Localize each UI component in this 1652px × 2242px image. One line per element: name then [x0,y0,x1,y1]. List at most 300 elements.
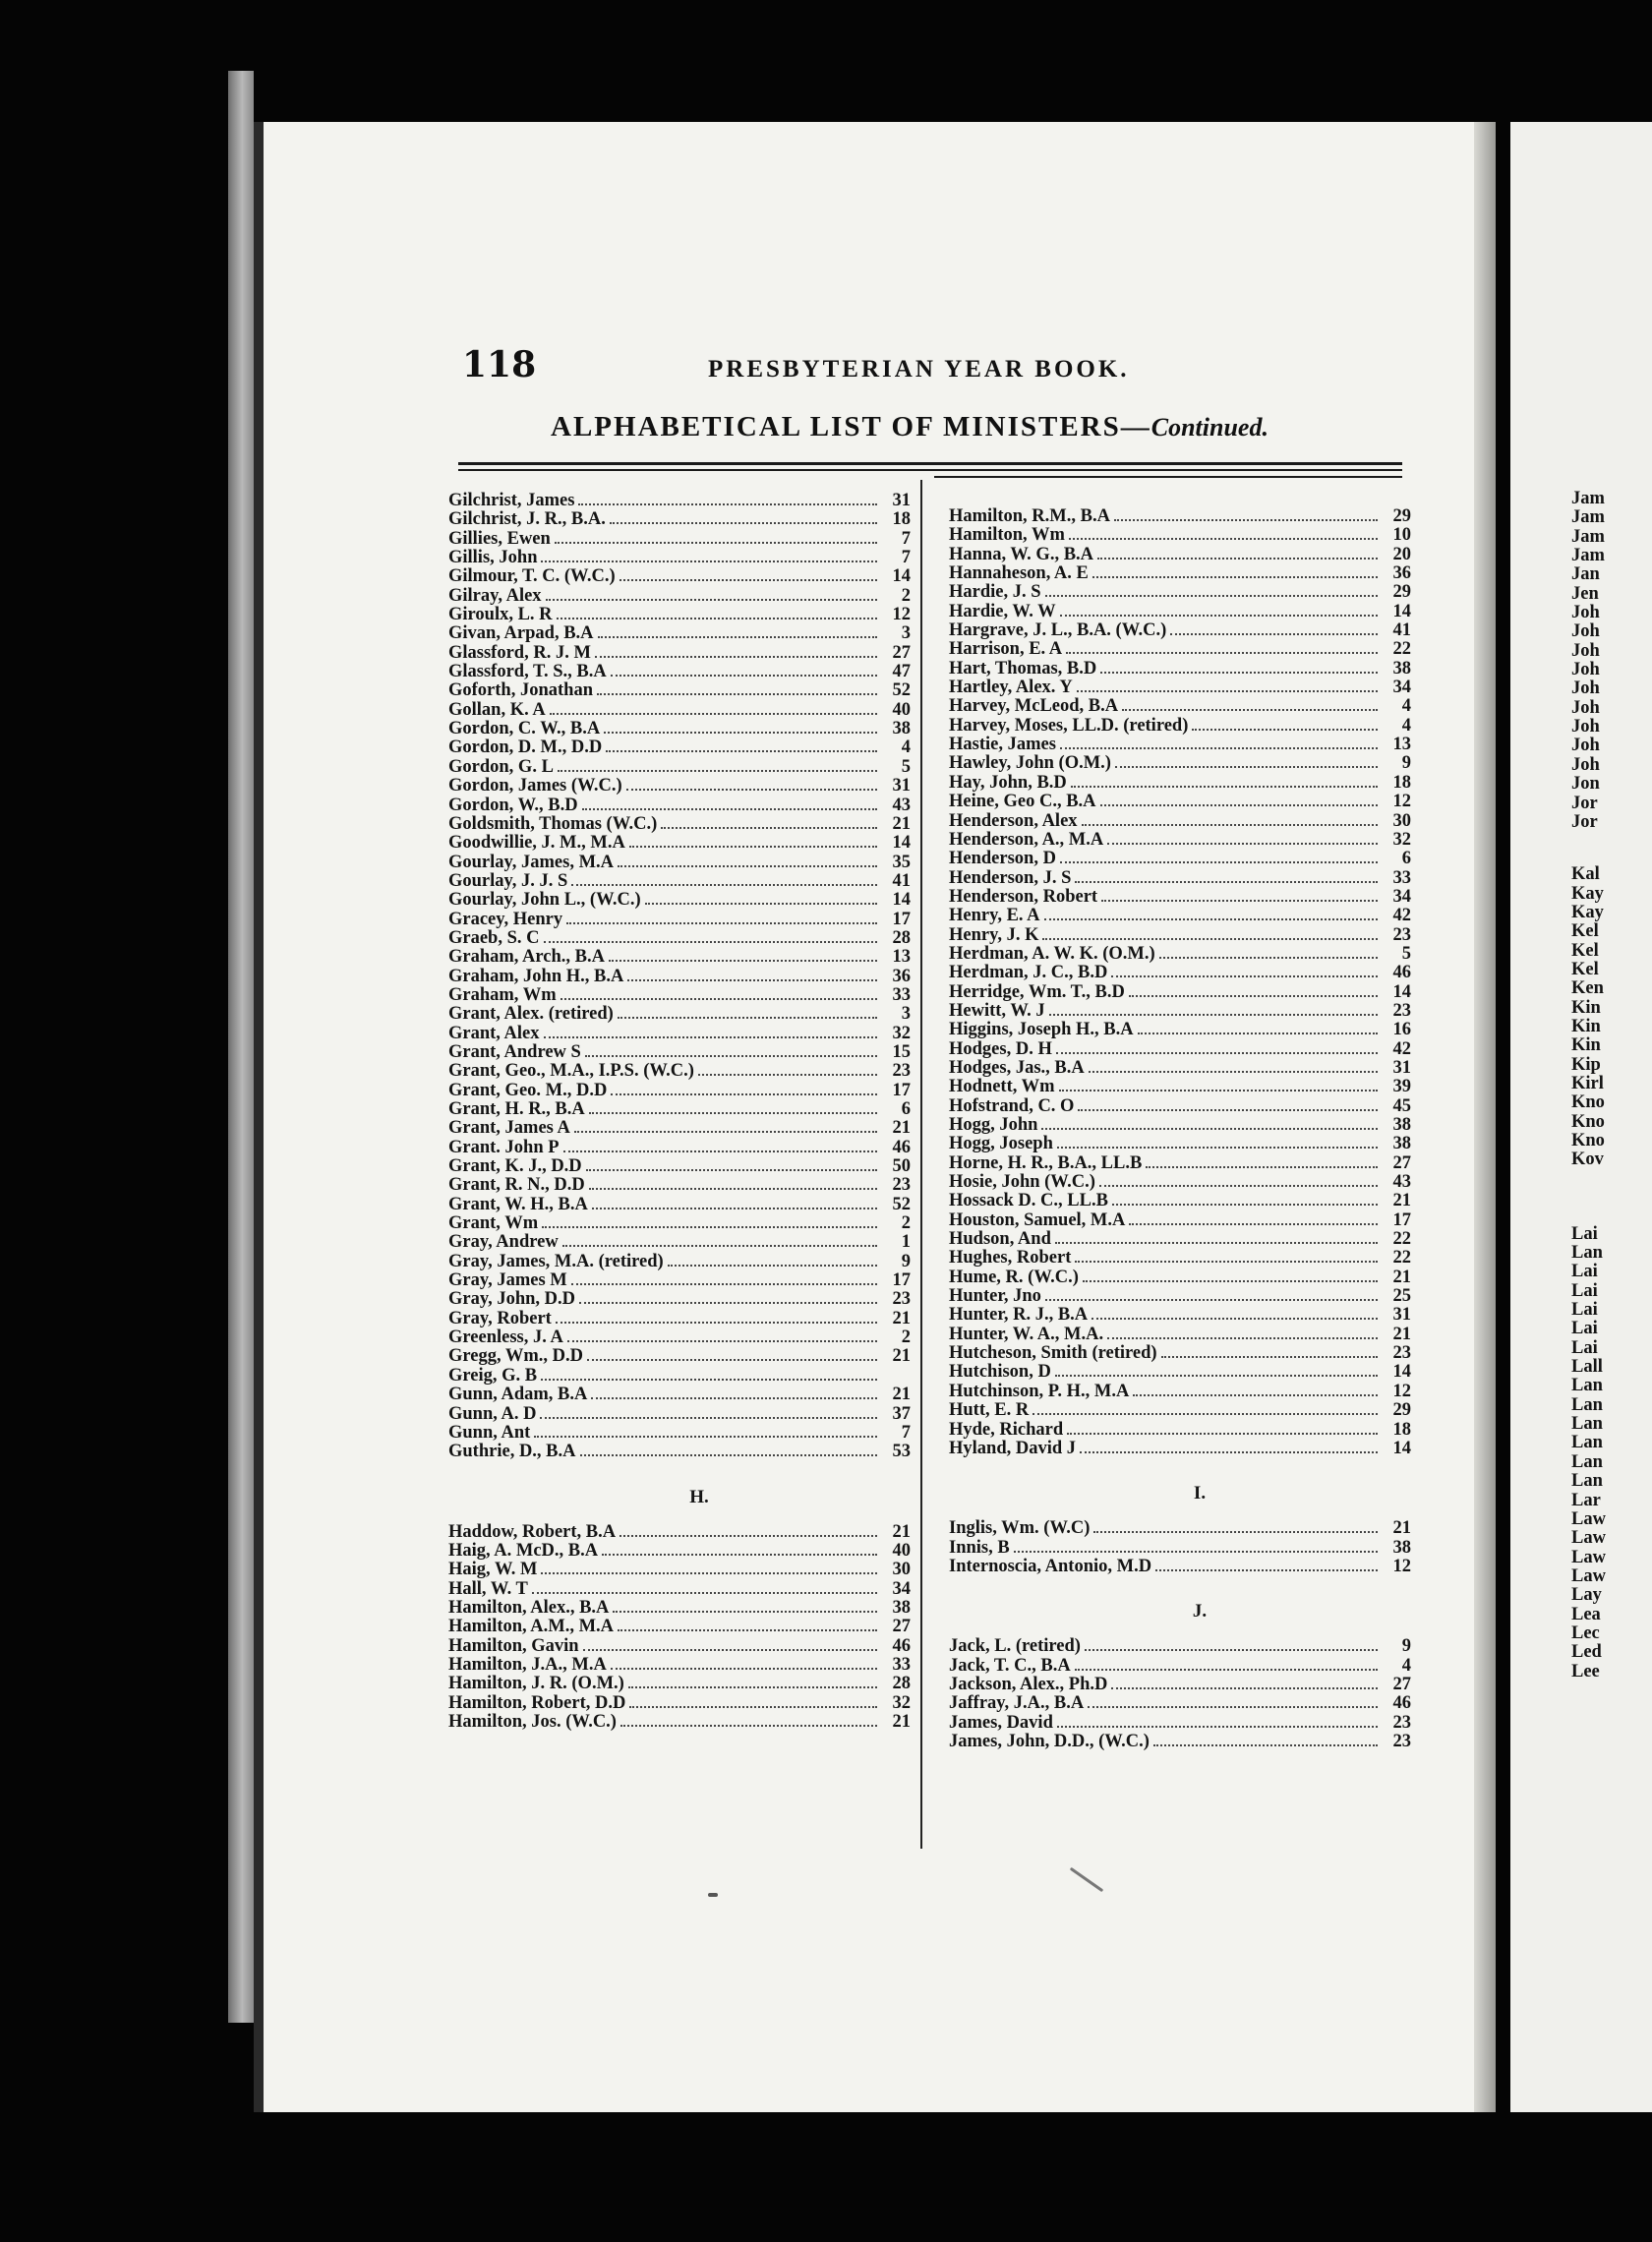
minister-name: Grant, R. N., D.D [448,1175,585,1196]
minister-entry [949,774,1411,793]
presbytery-number: 10 [1392,525,1411,546]
dot-leader [560,986,877,1000]
dot-leader [1060,850,1378,863]
minister-name: Grant, H. R., B.A [448,1099,585,1119]
minister-name: Hughes, Robert [949,1248,1072,1268]
dot-leader [589,1100,877,1114]
dot-leader [618,854,877,867]
minister-entry [448,1713,911,1732]
presbytery-number: 25 [1392,1286,1411,1307]
minister-entry [949,1268,1411,1287]
minister-name: Graham, John H., B.A [448,966,624,986]
presbytery-number: 23 [892,1175,911,1196]
presbytery-number: 30 [1392,810,1411,831]
dot-leader [541,1561,877,1574]
presbytery-number: 33 [892,984,911,1005]
dot-leader [1059,1078,1378,1092]
facing-page-fragment: Lan [1571,1244,1603,1264]
minister-entry [448,1328,911,1347]
minister-name: Henderson, A., M.A [949,829,1104,850]
minister-entry [448,1675,911,1693]
minister-name: Hamilton, R.M., B.A [949,506,1110,526]
minister-name: Gourlay, John L., (W.C.) [448,890,641,911]
minister-name: Hodges, D. H [949,1038,1052,1059]
minister-entry [949,697,1411,716]
presbytery-number: 23 [892,1061,911,1082]
minister-name: Grant, Geo. M., D.D [448,1080,608,1100]
left-column [448,492,911,1732]
minister-entry [448,1082,911,1100]
section-letter-h: H. [689,1486,709,1507]
dot-leader [544,1025,878,1038]
dot-leader [1060,736,1378,749]
presbytery-number: 29 [1392,1400,1411,1421]
minister-name: Hunter, Jno [949,1286,1041,1307]
minister-entry [448,854,911,872]
minister-entry [949,1116,1411,1135]
minister-name: Internoscia, Antonio, M.D [949,1556,1152,1576]
dot-leader [1129,1211,1378,1225]
presbytery-number: 31 [892,491,911,510]
presbytery-number: 37 [892,1403,911,1424]
dot-leader [585,1043,877,1057]
dot-leader [1146,1154,1378,1168]
facing-page-fragment: Lan [1571,1472,1603,1492]
minister-name: Gray, Robert [448,1308,552,1328]
presbytery-number: 46 [1392,963,1411,983]
presbytery-number: 38 [892,719,911,739]
dot-leader [1067,1421,1378,1435]
dot-leader [602,1542,877,1556]
presbytery-number: 53 [892,1442,911,1462]
presbytery-number: 17 [892,1080,911,1100]
facing-page-fragment: Lec [1571,1623,1600,1643]
dot-leader [567,1328,877,1342]
dot-leader [618,1618,877,1631]
presbytery-number: 38 [1392,658,1411,678]
dot-leader [1114,507,1378,521]
minister-name: Jaffray, J.A., B.A [949,1693,1085,1714]
dot-leader [645,891,877,905]
facing-page-fragment: Joh [1571,737,1600,756]
minister-entry [448,796,911,815]
presbytery-number: 21 [892,813,911,834]
presbytery-number: 2 [901,585,911,606]
minister-entry [949,1539,1411,1558]
minister-name: James, David [949,1712,1053,1733]
minister-entry [448,681,911,700]
i-entries-list [949,1519,1411,1576]
minister-name: Higgins, Joseph H., B.A [949,1020,1134,1040]
minister-name: Givan, Arpad, B.A [448,623,594,644]
dot-leader [1075,1657,1378,1671]
facing-page-fragment: Lan [1571,1395,1603,1415]
dot-leader [1014,1539,1378,1553]
facing-page-fragment: Jon [1571,775,1600,795]
minister-name: Hewitt, W. J [949,1000,1045,1021]
minister-name: Greenless, J. A [448,1328,563,1348]
dot-leader [1111,1676,1378,1689]
dot-leader [566,911,877,924]
minister-name: Harvey, McLeod, B.A [949,696,1119,717]
minister-entry [448,1005,911,1024]
minister-entry [949,1287,1411,1306]
presbytery-number: 16 [1392,1020,1411,1040]
presbytery-number: 27 [892,642,911,663]
minister-entry [448,948,911,967]
dot-leader [550,701,877,715]
minister-entry [949,1401,1411,1420]
presbytery-number: 17 [892,1270,911,1291]
dot-leader [1138,1021,1378,1034]
presbytery-number: 18 [1392,772,1411,793]
presbytery-number: 14 [892,566,911,587]
presbytery-number: 5 [1401,943,1411,964]
minister-name: Graham, Wm [448,984,557,1005]
minister-name: Gray, John, D.D [448,1289,576,1310]
facing-page-fragment: Lai [1571,1281,1598,1301]
dot-leader [1045,1287,1378,1301]
presbytery-number: 41 [892,870,911,891]
facing-page-fragment: Law [1571,1509,1606,1529]
minister-entry [949,526,1411,545]
presbytery-number: 21 [892,1521,911,1542]
minister-entry [949,850,1411,868]
minister-name: Hodnett, Wm [949,1077,1055,1097]
list-title-main: ALPHABETICAL LIST OF MINISTERS— [551,411,1151,442]
dot-leader [532,1580,877,1594]
presbytery-number: 46 [892,1137,911,1157]
facing-page-fragment: Kin [1571,1036,1601,1056]
minister-entry [448,738,911,757]
dot-leader [1107,1326,1378,1339]
presbytery-number: 20 [1392,544,1411,564]
dot-leader [591,1386,877,1399]
presbytery-number: 13 [1392,735,1411,755]
minister-entry [448,929,911,948]
presbytery-number: 47 [892,662,911,682]
minister-entry [448,1386,911,1404]
dot-leader [1107,831,1378,845]
dot-leader [1045,583,1378,597]
facing-page-fragment: Jam [1571,527,1605,547]
dot-leader [629,1694,877,1708]
presbytery-number: 21 [892,1346,911,1367]
minister-entry [448,815,911,834]
minister-entry [949,1326,1411,1344]
minister-name: Hutcheson, Smith (retired) [949,1343,1157,1364]
minister-entry [448,1443,911,1461]
minister-name: Graham, Arch., B.A [448,947,605,968]
dot-leader [620,1523,877,1537]
dot-leader [1112,1192,1378,1206]
presbytery-number: 15 [892,1041,911,1062]
scan-speck [708,1893,718,1897]
minister-entry [448,1637,911,1656]
presbytery-number: 50 [892,1156,911,1177]
dot-leader [597,681,877,695]
minister-entry [448,492,911,510]
dot-leader [557,606,877,620]
minister-name: Henderson, J. S [949,867,1072,888]
dot-leader [1080,1440,1378,1453]
presbytery-number: 3 [901,623,911,644]
minister-entry [949,583,1411,602]
presbytery-number: 18 [892,509,911,530]
presbytery-number: 7 [901,528,911,549]
presbytery-number: 43 [1392,1172,1411,1193]
right-column [949,507,1411,1751]
facing-page-fragment: Joh [1571,661,1600,680]
dot-leader [555,530,877,544]
dot-leader [598,624,877,638]
minister-entry [949,1230,1411,1249]
minister-entry [949,754,1411,773]
facing-page-fragment: Joh [1571,641,1600,661]
minister-name: Henry, E. A [949,906,1040,926]
dot-leader [1085,1637,1378,1651]
dot-leader [586,1157,877,1171]
presbytery-number: 36 [1392,563,1411,584]
presbytery-number: 13 [892,947,911,968]
facing-page-fragment: Kel [1571,922,1599,942]
minister-name: James, John, D.D., (W.C.) [949,1731,1150,1751]
presbytery-number: 14 [892,833,911,854]
dot-leader [1071,774,1378,788]
minister-entry [949,717,1411,736]
presbytery-number: 21 [1392,1191,1411,1211]
presbytery-number: 31 [892,776,911,796]
presbytery-number: 43 [892,795,911,815]
minister-entry [949,888,1411,907]
dot-leader [1083,1268,1378,1282]
fragment-group-j [1571,490,1652,832]
minister-entry [448,549,911,567]
facing-page-fragment: Kin [1571,998,1601,1018]
j-entries-list [949,1637,1411,1751]
minister-name: Henry, J. K [949,924,1039,945]
facing-page-fragment: Law [1571,1529,1606,1549]
dot-leader [534,1424,877,1438]
facing-page-fragment: Joh [1571,755,1600,775]
dot-leader [626,777,877,791]
dot-leader [611,1082,877,1095]
minister-name: Gregg, Wm., D.D [448,1346,584,1367]
presbytery-number: 21 [892,1308,911,1328]
minister-name: Gordon, D. M., D.D [448,738,603,758]
dot-leader [540,1405,877,1419]
facing-page-fragment: Law [1571,1548,1606,1567]
facing-page-fragment: Lay [1571,1586,1602,1606]
facing-page-fragment: Joh [1571,622,1600,642]
minister-name: Gray, Andrew [448,1232,559,1253]
presbytery-number: 14 [1392,601,1411,621]
minister-name: Innis, B [949,1537,1010,1558]
minister-name: Hamilton, Gavin [448,1635,579,1656]
minister-name: Hamilton, Robert, D.D [448,1692,626,1713]
presbytery-number: 14 [892,890,911,911]
facing-page-fragment: Jam [1571,490,1605,508]
minister-name: Henderson, D [949,849,1056,869]
facing-page-fragment: Kno [1571,1112,1605,1132]
minister-entry [949,1421,1411,1440]
facing-page-fragment: Jor [1571,812,1598,832]
presbytery-number: 14 [1392,1362,1411,1383]
minister-name: Gunn, Ant [448,1422,531,1443]
dot-leader [1042,926,1378,940]
minister-name: Gordon, C. W., B.A [448,719,601,739]
minister-entry [448,911,911,929]
minister-name: Harvey, Moses, LL.D. (retired) [949,715,1189,736]
presbytery-number: 38 [1392,1537,1411,1558]
dot-leader [589,1176,877,1190]
minister-entry [949,546,1411,564]
section-letter-i: I. [1193,1483,1207,1504]
minister-entry [448,1100,911,1119]
dot-leader [1100,793,1378,806]
minister-name: Grant, W. H., B.A [448,1194,588,1214]
dot-leader [546,587,877,601]
presbytery-number: 23 [1392,924,1411,945]
minister-entry [448,1253,911,1271]
facing-page-fragment: Lee [1571,1662,1600,1682]
presbytery-number: 21 [1392,1267,1411,1287]
presbytery-number: 23 [1392,1000,1411,1021]
minister-name: Gourlay, J. J. S [448,870,568,891]
minister-name: Hastie, James [949,735,1056,755]
heading-rule [458,462,1402,465]
presbytery-number: 32 [892,1692,911,1713]
facing-page-fragment: Lan [1571,1377,1603,1396]
minister-entry [949,1249,1411,1268]
presbytery-number: 22 [1392,639,1411,660]
presbytery-number: 23 [1392,1712,1411,1733]
minister-name: Haig, A. McD., B.A [448,1540,599,1561]
minister-entry [949,1344,1411,1363]
dot-leader [609,948,877,962]
minister-name: Grant, K. J., D.D [448,1156,582,1177]
dot-leader [618,1005,877,1019]
minister-entry [949,660,1411,678]
dot-leader [1082,812,1378,826]
minister-entry [949,1306,1411,1325]
binding-gutter [1474,122,1496,2112]
facing-page-fragment: Lai [1571,1301,1598,1321]
minister-entry [949,1078,1411,1096]
minister-entry [448,1542,911,1561]
minister-name: Hunter, R. J., B.A [949,1305,1089,1326]
presbytery-number: 38 [892,1597,911,1618]
presbytery-number: 5 [901,756,911,777]
minister-entry [949,1173,1411,1192]
minister-name: Goforth, Jonathan [448,680,593,701]
minister-name: Herridge, Wm. T., B.D [949,981,1125,1002]
presbytery-number: 23 [1392,1731,1411,1751]
dot-leader [628,1675,877,1688]
minister-name: Herdman, J. C., B.D [949,963,1108,983]
dot-leader [613,1599,877,1613]
presbytery-number: 22 [1392,1229,1411,1250]
minister-entry [448,834,911,853]
dot-leader [1060,603,1378,617]
presbytery-number: 4 [901,738,911,758]
facing-page-fragment: Law [1571,1566,1606,1586]
facing-page-fragment: Kel [1571,960,1599,979]
dot-leader [1092,1306,1378,1320]
dot-leader [574,1119,877,1133]
minister-entry [448,758,911,777]
dot-leader [544,929,878,943]
dot-leader [611,663,877,677]
minister-name: Hamilton, Jos. (W.C.) [448,1711,617,1732]
minister-entry [448,587,911,606]
minister-name: Harrison, E. A [949,639,1063,660]
dot-leader [698,1062,877,1076]
minister-entry [448,968,911,986]
dot-leader [1049,1002,1378,1016]
minister-name: Hartley, Alex. Y [949,678,1073,698]
presbytery-number: 7 [901,548,911,568]
list-title [551,411,1377,454]
presbytery-number: 14 [1392,981,1411,1002]
minister-name: Herdman, A. W. K. (O.M.) [949,943,1155,964]
presbytery-number: 18 [1392,1419,1411,1440]
minister-name: Hyde, Richard [949,1419,1064,1440]
minister-name: Hutchison, D [949,1362,1051,1383]
minister-name: Gordon, G. L [448,756,554,777]
presbytery-number: 46 [1392,1693,1411,1714]
minister-name: Guthrie, D., B.A [448,1442,576,1462]
dot-leader [1056,1040,1378,1054]
minister-name: Hofstrand, C. O [949,1095,1075,1116]
minister-entry [448,1043,911,1062]
minister-name: Hargrave, J. L., B.A. (W.C.) [949,620,1167,641]
minister-entry [448,1290,911,1309]
facing-page-fragment: Lan [1571,1452,1603,1472]
dot-leader [1111,964,1378,977]
minister-entry [448,1233,911,1252]
dot-leader [1041,1116,1378,1130]
facing-page-fragment: Kay [1571,884,1604,904]
minister-name: Inglis, Wm. (W.C) [949,1518,1091,1539]
presbytery-number: 9 [901,1251,911,1271]
dot-leader [1101,888,1378,902]
dot-leader [556,1310,877,1324]
minister-name: Hall, W. T [448,1578,528,1599]
presbytery-number: 52 [892,1194,911,1214]
presbytery-number: 12 [1392,1381,1411,1401]
minister-entry [448,1367,911,1386]
presbytery-number: 23 [892,1289,911,1310]
facing-page-fragment: Jam [1571,547,1605,566]
minister-entry [448,1656,911,1675]
facing-page-fragment: Led [1571,1643,1602,1663]
minister-name: Hawley, John (O.M.) [949,753,1111,774]
dot-leader [611,1656,877,1670]
minister-name: Hamilton, A.M., M.A [448,1617,615,1637]
minister-entry [949,1021,1411,1039]
minister-entry [949,1059,1411,1078]
fragment-group-k [1571,865,1652,1170]
minister-entry [448,1580,911,1599]
dot-leader [582,796,877,810]
minister-name: Gordon, James (W.C.) [448,776,622,796]
presbytery-number: 1 [901,1232,911,1253]
minister-entry [949,1211,1411,1230]
minister-entry [949,564,1411,583]
minister-entry [448,1310,911,1328]
minister-name: Hume, R. (W.C.) [949,1267,1079,1287]
